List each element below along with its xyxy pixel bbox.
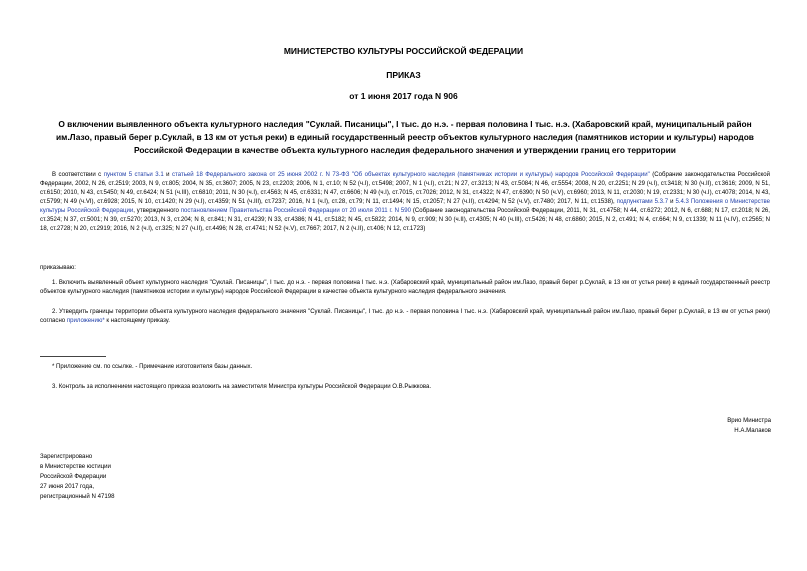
law-article-link[interactable]: пунктом 5 статьи 3.1	[103, 172, 164, 178]
subclause-link[interactable]: подпунктами 5.3.7	[616, 199, 669, 205]
appendix-link[interactable]: приложению*	[66, 318, 105, 324]
order-item-2-text: 2. Утвердить границы территории объекта культурного наследия федерального значения "Суклай. Писаницы", I тыс. до н.э. - первая половина I тыс. н.э. (Хабаровский край, муниципальный район им.Лазо, правый берег р.Суклай, в 13 км от устья реки) согласно	[40, 309, 770, 324]
preamble-text: (Собрание законодательства Российской Федерации, 2002, N 26, ст.2519; 2003, N 9, ст.805; 2004, N 35, ст.3607; 2005, N 23, ст.2203; 2006, N 1, ст.10; N 52 (ч.I), ст.5498; 2007, N 1 (ч.I), ст.21; N 27, ст.3213; N 43, ст.5084; N 46, ст.5554; 2008, N 20, ст.2251; N 29 (ч.I), ст.3418; N 30 (ч.II), ст.3616; 2009, N 51, ст.6150; 2010, N 43, ст.5450; N 49, ст.6424; N 51 (ч.III), ст.6810; 2011, N 30 (ч.I), ст.4563; N 45, ст.6331; N 47, ст.6606; N 49 (ч.I), ст.7015, ст.7026; 2012, N 31, ст.4322; N 47, ст.6390; N 50 (ч.V), ст.6960; 2013, N 11, ст.2030; N 19, ст.2331; N 30 (ч.I), ст.4078; 2014, N 43, ст.5799; N 49 (ч.VI), ст.6928; 2015, N 10, ст.1420; N 29 (ч.I), ст.4359; N 51 (ч.III), ст.7237; 2016, N 1 (ч.I), ст.28, ст.79; N 11, ст.1494; N 15, ст.2057; N 27 (ч.II), ст.4294; N 52 (ч.V), ст.7480; 2017, N 11, ст.1538),	[40, 172, 770, 205]
ministry-heading: МИНИСТЕРСТВО КУЛЬТУРЫ РОССИЙСКОЙ ФЕДЕРАЦИИ	[283, 46, 524, 56]
order-word: приказываю:	[40, 265, 76, 271]
government-decree-link[interactable]: постановлением Правительства Российской Федерации от 20 июля 2011 г. N 590	[180, 208, 411, 214]
document-type: ПРИКАЗ	[386, 70, 421, 80]
registration-line: Зарегистрировано	[40, 453, 93, 460]
registration-number: регистрационный N 47198	[40, 493, 115, 500]
footnote-divider	[40, 356, 106, 357]
registration-date: 27 июня 2017 года,	[40, 483, 95, 490]
signatory-position: Врио Министра	[727, 417, 771, 424]
registration-block	[40, 452, 115, 502]
preamble-text: (Собрание законодательства Российской Федерации, 2011, N 31, ст.4758; N 44, ст.6272; 2012, N 6, ст.688; N 17, ст.2018; N 26, ст.3524; N 37, ст.5001; N 39, ст.5270; 2013, N 3, ст.204; N 8, ст.841; N 31, ст.4239; N 33, ст.4386; N 41, ст.5182; N 45, ст.5822; 2014, N 9, ст.909; N 30 (ч.II), ст.4305; N 40 (ч.III), ст.5426; N 48, ст.6860; 2015, N 2, ст.491; N 4, ст.664; N 9, ст.1339; N 11 (ч.IV), ст.2565; N 18, ст.2728; N 20, ст.2919; 2016, N 2 (ч.I), ст.325; N 27 (ч.II), ст.4496; N 28, ст.4741; N 52 (ч.V), ст.7667; 2017, N 2 (ч.II), ст.406; N 12, ст.1723)	[40, 208, 770, 232]
document-date-number: от 1 июня 2017 года N 906	[349, 91, 458, 101]
order-item-3: 3. Контроль за исполнением настоящего приказа возложить на заместителя Министра культуры Российской Федерации О.В.Рыжкова.	[52, 384, 432, 390]
preamble-text: и	[163, 172, 172, 178]
order-item-2-tail: к настоящему приказу.	[104, 318, 170, 324]
order-item-2	[40, 308, 770, 326]
footnote: * Приложение см. по ссылке. - Примечание изготовителя базы данных.	[52, 364, 253, 370]
preamble-paragraph	[40, 171, 770, 234]
signature-block	[727, 416, 771, 436]
preamble-text: , утвержденного	[133, 208, 181, 214]
registration-line: в Министерстве юстиции	[40, 463, 111, 470]
registration-line: Российской Федерации	[40, 473, 107, 480]
order-item-1: 1. Включить выявленный объект культурного наследия "Суклай. Писаницы", I тыс. до н.э. - первая половина I тыс. н.э. (Хабаровский край, муниципальный район им.Лазо, правый берег р.Суклай, в 13 км от устья реки) в единый государственный реестр объектов культурного наследия (памятников истории и культуры) народов Российской Федерации в качестве объекта культурного наследия федерального значения.	[40, 280, 770, 295]
preamble-text: и	[668, 199, 676, 205]
federal-law-link[interactable]: статьей 18 Федерального закона от 25 июня 2002 г. N 73-ФЗ "Об объектах культурного наследия (памятниках истории и культуры) народов Российской Федерации"	[172, 172, 650, 178]
preamble-text: В соответствии с	[52, 172, 104, 178]
ministry-regulation-link[interactable]: 5.4.3 Положения о Министерстве культуры Российской Федерации	[40, 199, 770, 214]
signatory-name: Н.А.Малаков	[734, 427, 771, 434]
document-title: О включении выявленного объекта культурного наследия "Суклай. Писаницы", I тыс. до н.э. - первая половина I тыс. н.э. (Хабаровский край, муниципальный район им.Лазо, правый берег р.Суклай, в 13 км от устья реки) в единый государственный реестр объектов культурного наследия (памятников истории и культуры) народов Российской Федерации в качестве объекта культурного наследия федерального значения и утверждении границ его территории	[56, 119, 754, 155]
